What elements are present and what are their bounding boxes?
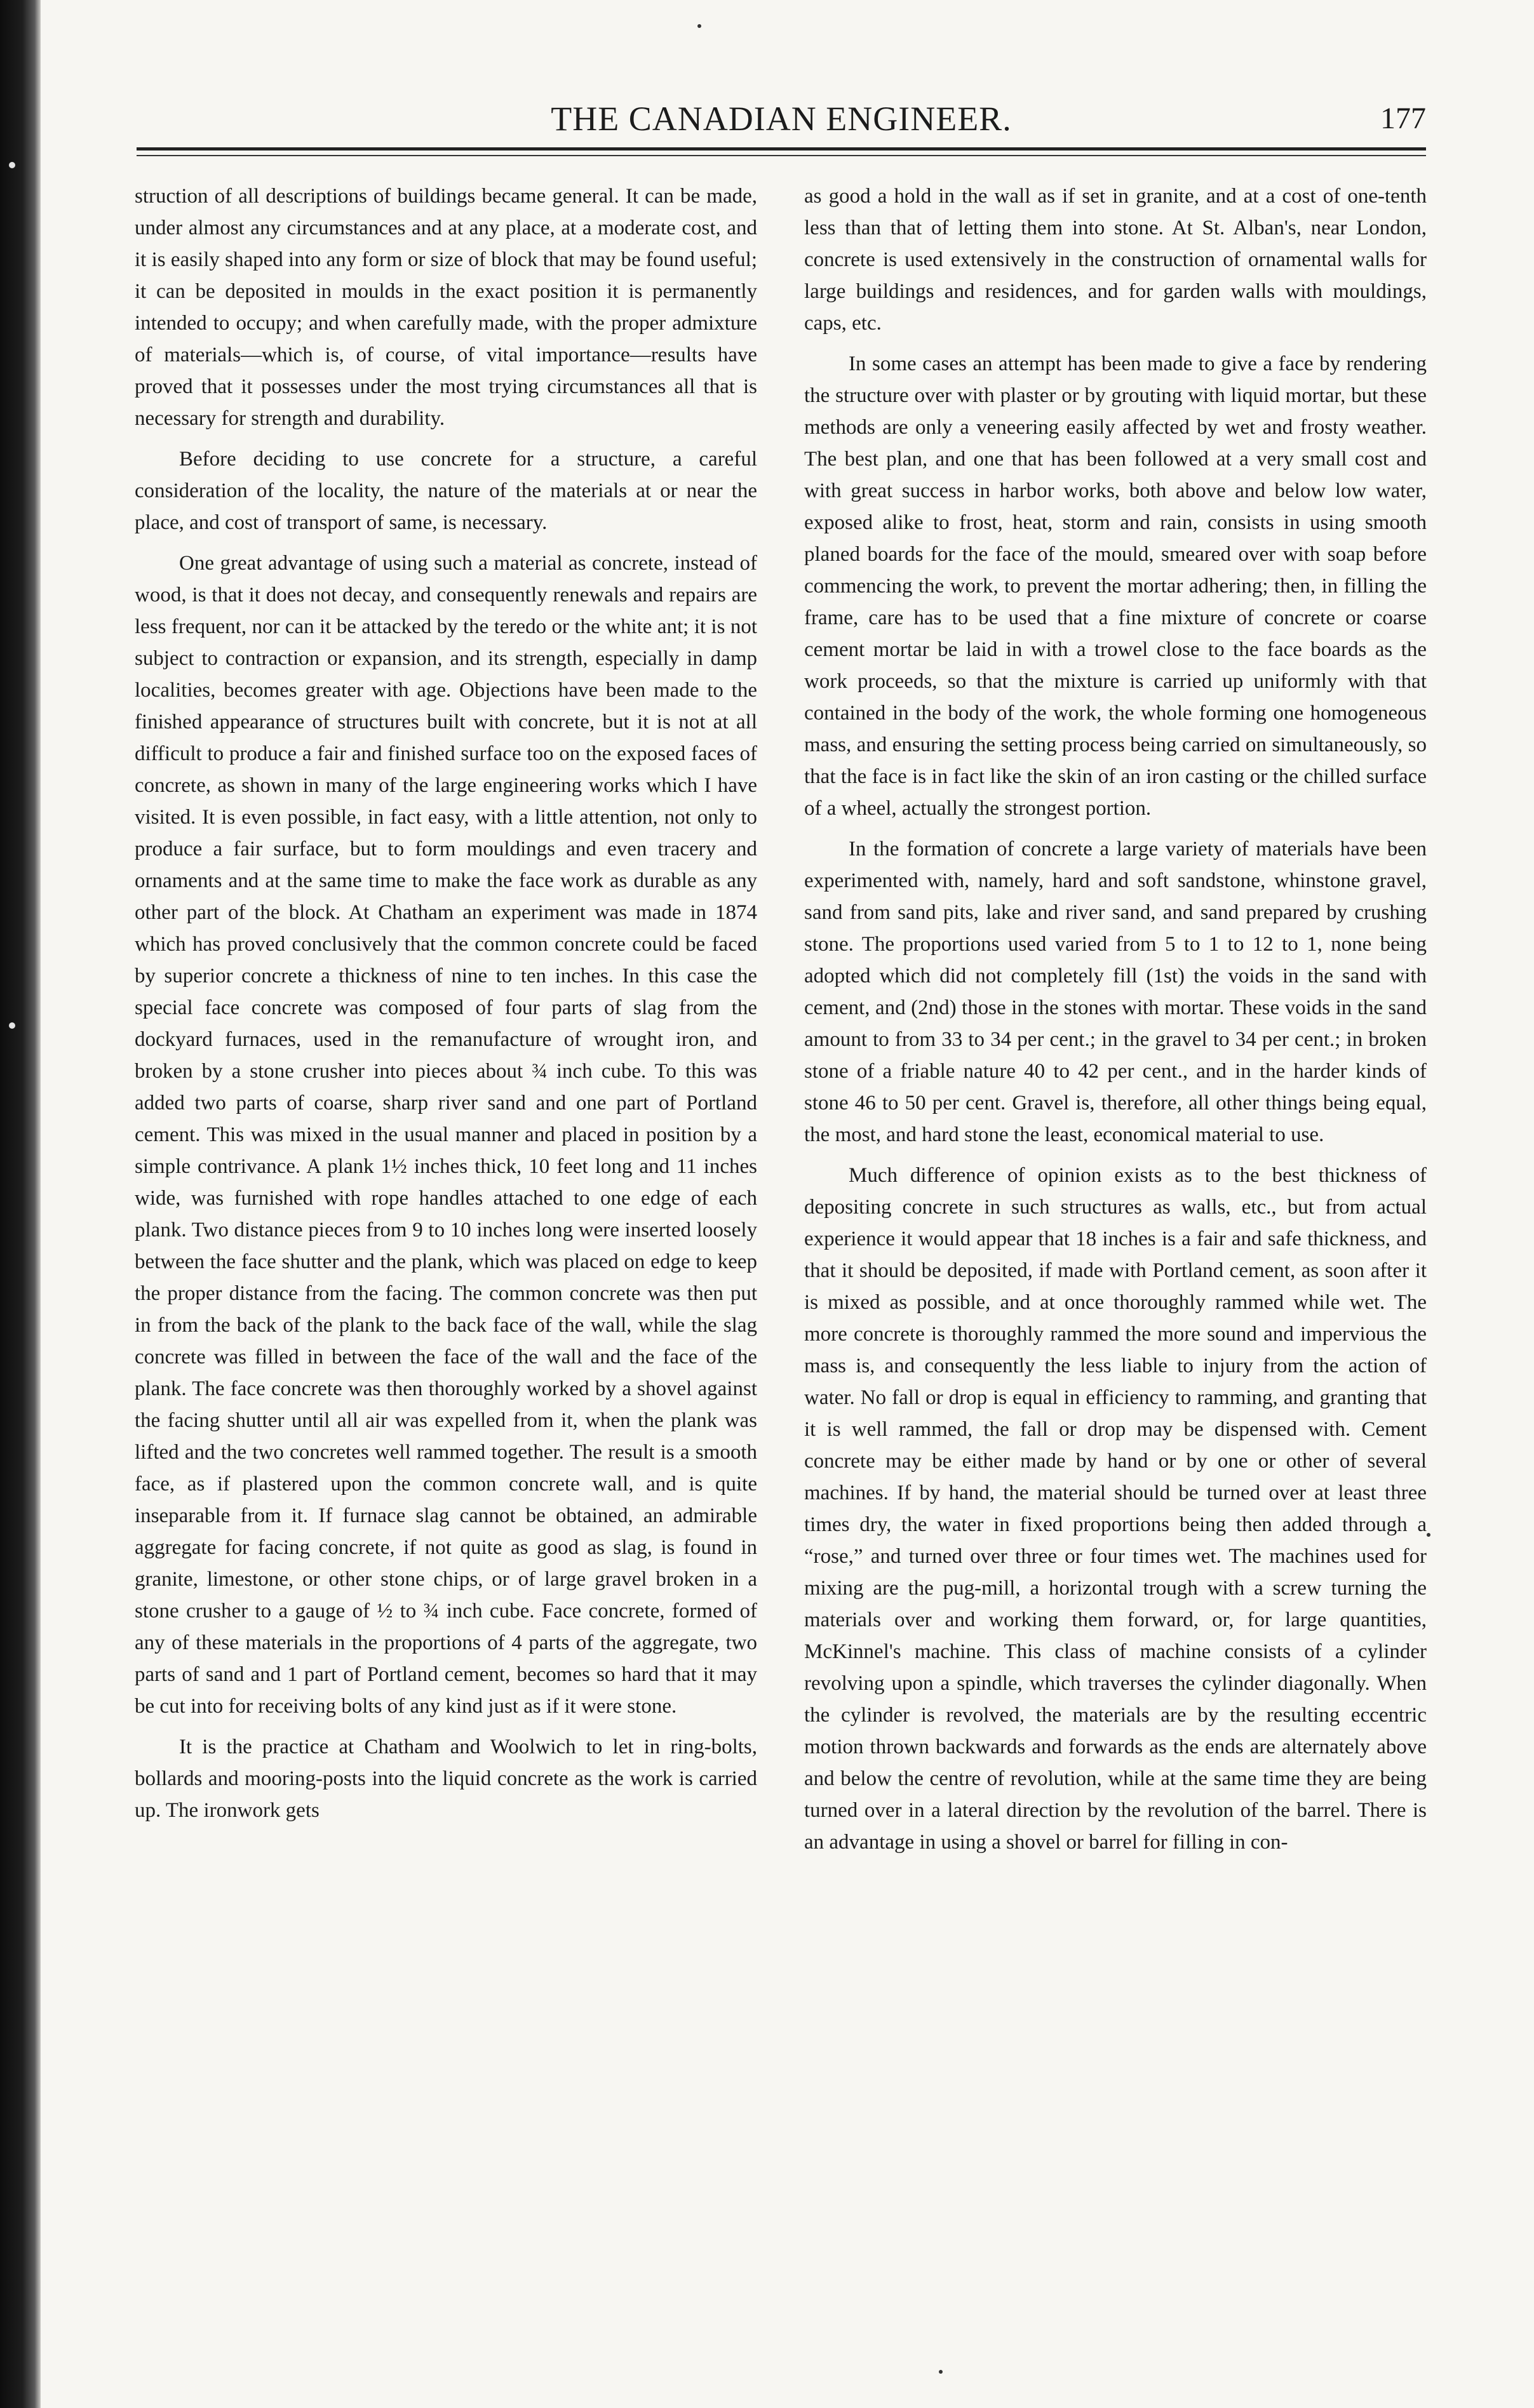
paragraph: In some cases an attempt has been made to give a face by rendering the structure over with plaster or by grouting with liquid mortar, but these methods are only a veneering easily affected by wet and frosty weather. The best plan, and one that has been followed at a very small cost and with great success in harbor works, both above and below low water, exposed alike to frost, heat, storm and rain, consists in using smooth planed boards for the face of the mould, smeared over with soap before commencing the work, to prevent the mortar adhering; then, in filling the frame, care has to be used that a fine mixture of concrete or coarse cement mortar be laid in with a trowel close to the face boards as the work proceeds, so that the mixture is carried up uniformly with that contained in the body of the work, the whole forming one homogeneous mass, and ensuring the setting process being carried on simultaneously, so that the face is in fact like the skin of an iron casting or the chilled surface of a wheel, actually the strongest portion. [804,352,1427,820]
speck [697,24,701,28]
paragraph: as good a hold in the wall as if set in granite, and at a cost of one-tenth less than that of letting them into stone. At St. Alban's, near London, concrete is used extensively in the construction of ornamental walls for large buildings and residences, and for garden walls with mouldings, caps, etc. [804,185,1427,335]
spine-mark [9,1022,15,1029]
spine-mark [9,162,15,168]
right-column [804,180,1427,2352]
paragraph: Much difference of opinion exists as to the best thickness of depositing concrete in such structures as walls, etc., but from actual experience it would appear that 18 inches is a fair and safe thickness, and that it should be deposited, if made with Portland cement, as soon after it is mixed as possible, and at once thoroughly rammed while wet. The more concrete is thoroughly rammed the more sound and impervious the mass is, and consequently the less liable to injury from the action of water. No fall or drop is equal in efficiency to ramming, and granting that it is well rammed, the fall or drop may be dispensed with. Cement concrete may be either made by hand or by one or other of several machines. If by hand, the material should be turned over at least three times dry, the water in fixed proportions being then added through a “rose,” and turned over three or four times wet. The machines used for mixing are the pug-mill, a horizontal trough with a screw turning the materials over and working them forward, or, for large quantities, McKinnel's machine. This class of machine consists of a cylinder revolving upon a spindle, which traverses the cylinder diagonally. When the cylinder is revolved, the materials are by the resulting eccentric motion thrown backwards and forwards as the ends are alternately above and below the centre of revolution, while at the same time they are being turned over in a lateral direction by the revolution of the barrel. There is an advantage in using a shovel or barrel for filling in con- [804,1164,1427,1854]
speck [939,2370,943,2374]
paragraph: Before deciding to use concrete for a structure, a careful consideration of the locality, the nature of the materials at or near the place, and cost of transport of same, is necessary. [135,448,757,534]
header-rule-thick [137,147,1426,150]
left-column [135,180,757,2352]
page-header [137,94,1426,144]
scanned-spine-edge [0,0,41,2408]
paragraph: In the formation of concrete a large variety of materials have been experimented with, namely, hard and soft sandstone, whinstone gravel, sand from sand pits, lake and river sand, and sand prepared by crushing stone. The proportions used varied from 5 to 1 to 12 to 1, none being adopted which did not completely fill (1st) the voids in the sand with cement, and (2nd) those in the stones with mortar. These voids in the sand amount to from 33 to 34 per cent.; in the gravel to 34 per cent.; in broken stone of a friable nature 40 to 42 per cent., and in the harder kinds of stone 46 to 50 per cent. Gravel is, therefore, all other things being equal, the most, and hard stone the least, economical material to use. [804,838,1427,1146]
paragraph: It is the practice at Chatham and Woolwich to let in ring-bolts, bollards and mooring-posts into the liquid concrete as the work is carried up. The ironwork gets [135,1736,757,1822]
paragraph: One great advantage of using such a material as concrete, instead of wood, is that it does not decay, and consequently renewals and repairs are less frequent, nor can it be attacked by the teredo or the white ant; it is not subject to contraction or expansion, and its strength, especially in damp localities, becomes greater with age. Objections have been made to the finished appearance of structures built with concrete, but it is not at all difficult to produce a fair and finished surface too on the exposed faces of concrete, as shown in many of the large engineering works which I have visited. It is even possible, in fact easy, with a little attention, not only to produce a fair surface, but to form mouldings and even tracery and ornaments and at the same time to make the face work as durable as any other part of the block. At Chatham an experiment was made in 1874 which has proved conclusively that the common concrete could be faced by superior concrete a thickness of nine to ten inches. In this case the special face concrete was composed of four parts of slag from the dockyard furnaces, used in the remanufacture of wrought iron, and broken by a stone crusher into pieces about ¾ inch cube. To this was added two parts of coarse, sharp river sand and one part of Portland cement. This was mixed in the usual manner and placed in position by a simple contrivance. A plank 1½ inches thick, 10 feet long and 11 inches wide, was furnished with rope handles attached to one edge of each plank. Two distance pieces from 9 to 10 inches long were inserted loosely between the face shutter and the plank, which was placed on edge to keep the proper distance from the facing. The common concrete was then put in from the back of the plank to the back face of the wall, while the slag concrete was filled in between the face of the wall and the face of the plank. The face concrete was then thoroughly worked by a shovel against the facing shutter until all air was expelled from it, when the plank was lifted and the two concretes well rammed together. The result is a smooth face, as if plastered upon the common concrete wall, and is quite inseparable from it. If furnace slag cannot be obtained, an admirable aggregate for facing concrete, if not quite as good as slag, is found in granite, limestone, or other stone chips, or of large gravel broken in a stone crusher to a gauge of ½ to ¾ inch cube. Face concrete, formed of any of these materials in the proportions of 4 parts of the aggregate, two parts of sand and 1 part of Portland cement, becomes so hard that it may be cut into for receiving bolts of any kind just as if it were stone. [135,552,757,1718]
paragraph: struction of all descriptions of buildings became general. It can be made, under almost any circumstances and at any place, at a moderate cost, and it is easily shaped into any form or size of block that may be found useful; it can be deposited in moulds in the exact position it is permanently intended to occupy; and when carefully made, with the proper admixture of materials—which is, of course, of vital importance—results have proved that it possesses under the most trying circumstances all that is necessary for strength and durability. [135,185,757,430]
page-number: 177 [1380,102,1426,135]
running-title: THE CANADIAN ENGINEER. [551,100,1012,138]
speck [1427,1533,1430,1537]
header-rule-thin [137,155,1426,156]
